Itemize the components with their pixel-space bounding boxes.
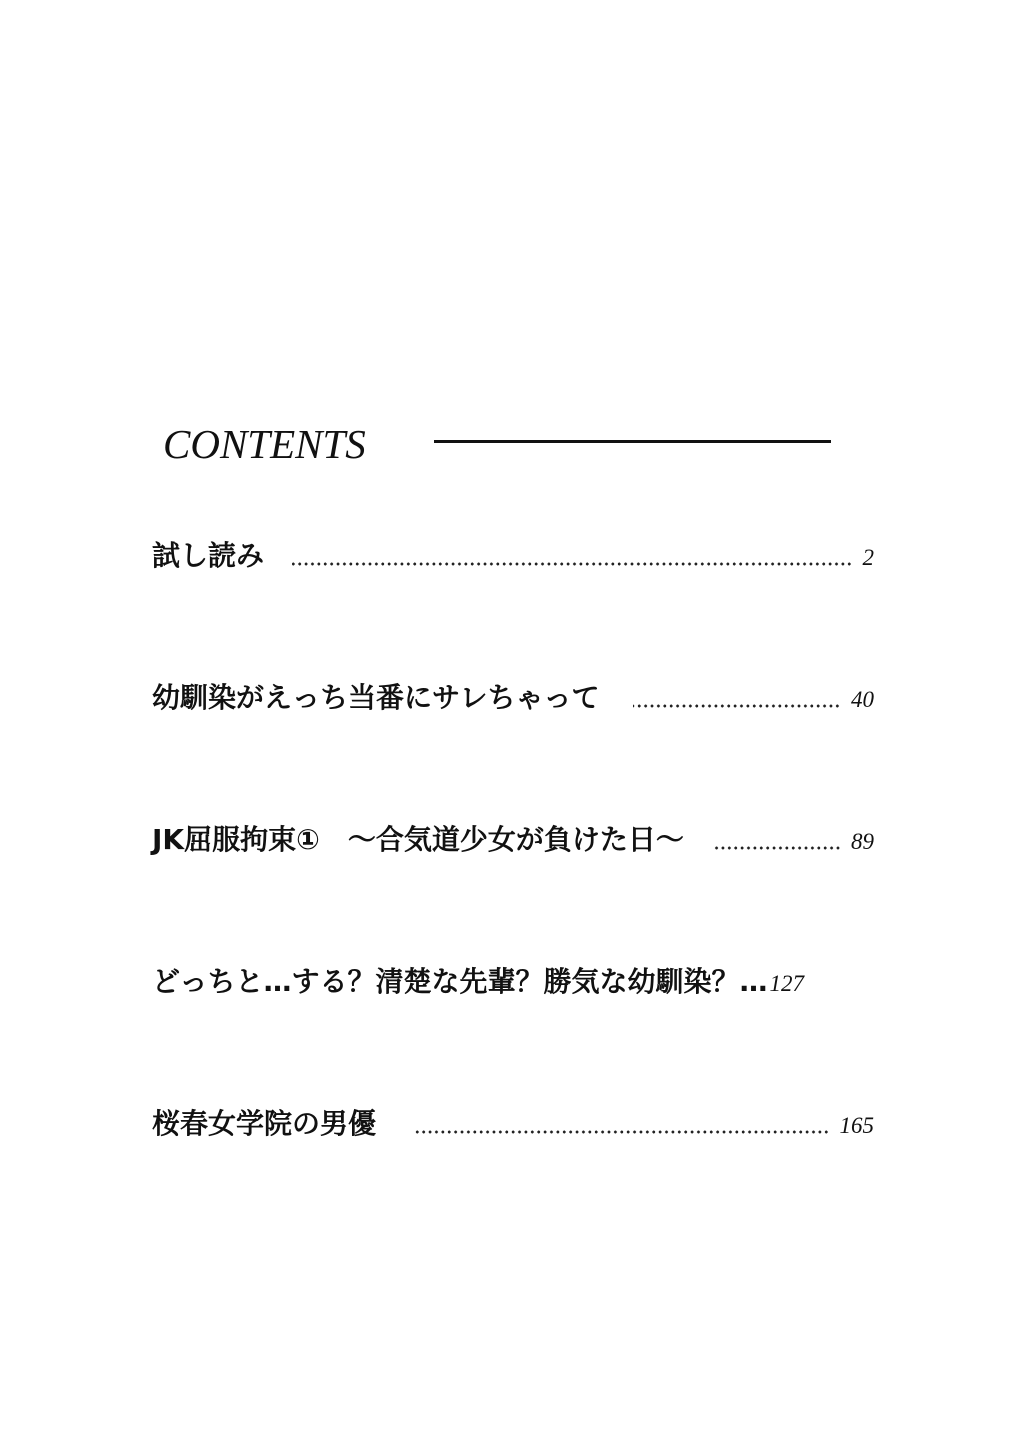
toc-entry[interactable] (152, 528, 874, 578)
dot-leader (292, 562, 852, 566)
dot-leader (633, 704, 841, 708)
entry-page-number: 89 (851, 829, 874, 854)
toc-entry[interactable] (152, 812, 874, 862)
entry-page-number: 165 (839, 1113, 874, 1138)
entry-page-number: 127 (769, 971, 804, 996)
dot-leader (414, 1130, 829, 1134)
dot-leader (714, 846, 841, 850)
toc-entry[interactable] (152, 954, 874, 1004)
toc-entry[interactable] (152, 1096, 874, 1146)
entry-title: どっちと…する？清楚な先輩？勝気な幼馴染？… (152, 965, 768, 998)
toc-entry[interactable] (152, 670, 874, 720)
entry-title: 桜春女学院の男優 (152, 1107, 377, 1140)
entry-title: JK屈服拘束① ～合気道少女が負けた日～ (152, 823, 684, 856)
toc-header (163, 418, 835, 474)
entry-title: 試し読み (152, 539, 265, 572)
entry-title: 幼馴染がえっち当番にサレちゃって (152, 681, 600, 714)
heading-rule (434, 440, 831, 443)
contents-heading: CONTENTS (163, 421, 366, 467)
entry-page-number: 40 (851, 687, 874, 712)
entry-page-number: 2 (862, 545, 874, 570)
